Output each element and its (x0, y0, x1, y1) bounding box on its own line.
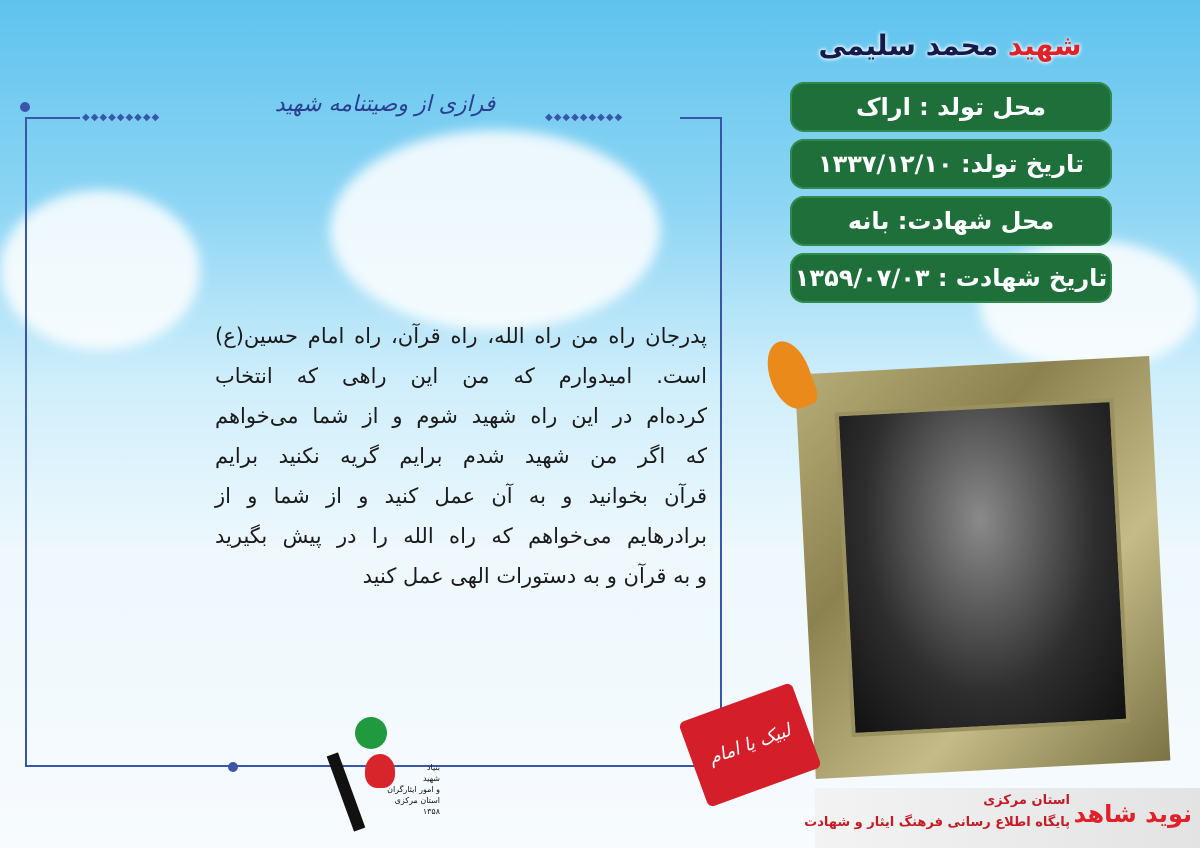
diamond-ornament: ◆◆◆◆◆◆◆◆◆ (545, 112, 624, 123)
martyr-prefix: شهید (1007, 29, 1082, 62)
text-line: برادرهایم می‌خواهم که راه الله را در پیش بگیرید (215, 524, 707, 548)
logo-text: شهید (422, 774, 440, 783)
martyr-name (780, 26, 1120, 66)
text-line: قرآن بخوانید و به آن عمل کنید و از شما و از (215, 484, 707, 508)
will-heading: فرازی از وصیتنامه شهید (274, 92, 496, 117)
birth-date: تاریخ تولد: ۱۳۳۷/۱۲/۱۰ (790, 139, 1112, 189)
butterfly-icon (759, 335, 821, 414)
ribbon-text: لبیک یا امام (705, 720, 794, 770)
text-line: است. امیدوارم که من این راهی که انتخاب (215, 364, 707, 388)
logo-shape (327, 752, 366, 831)
martyr-full-name: محمد سلیمی (818, 29, 999, 62)
dot-ornament (228, 762, 238, 772)
logo-text: و امور ایثارگران (387, 785, 440, 794)
will-text (215, 316, 707, 596)
footer-banner (804, 788, 1200, 848)
portrait-frame (795, 356, 1171, 779)
logo-text: بنیاد (426, 763, 440, 772)
text-line: پدرجان راه من راه الله، راه قرآن، راه امام حسین(ع) (215, 324, 707, 348)
frame-line (25, 117, 80, 119)
frame-line (720, 117, 722, 767)
text-line: کرده‌ام در این راه شهید شوم و از شما می‌خواهم (215, 404, 707, 428)
text-line: و به قرآن و به دستورات الهی عمل کنید (362, 564, 707, 588)
dot-ornament (20, 102, 30, 112)
foundation-logo (325, 712, 440, 837)
logo-text: استان مرکزی (394, 796, 440, 805)
birth-place: محل تولد : اراک (790, 82, 1112, 132)
banner-subtitle: پایگاه اطلاع رسانی فرهنگ ایثار و شهادت (804, 815, 1070, 830)
globe-icon (355, 717, 387, 749)
martyrdom-place: محل شهادت: بانه (790, 196, 1112, 246)
banner-province: استان مرکزی (983, 793, 1070, 808)
brand-logo-text: نوید شاهد (1073, 800, 1192, 828)
text-line: که اگر من شهید شدم برایم گریه نکنید برایم (215, 444, 707, 468)
martyr-portrait (835, 398, 1131, 737)
frame-line (680, 117, 722, 119)
martyrdom-date: تاریخ شهادت : ۱۳۵۹/۰۷/۰۳ (790, 253, 1112, 303)
diamond-ornament: ◆◆◆◆◆◆◆◆◆ (82, 112, 161, 123)
logo-text: ۱۳۵۸ (422, 807, 440, 816)
